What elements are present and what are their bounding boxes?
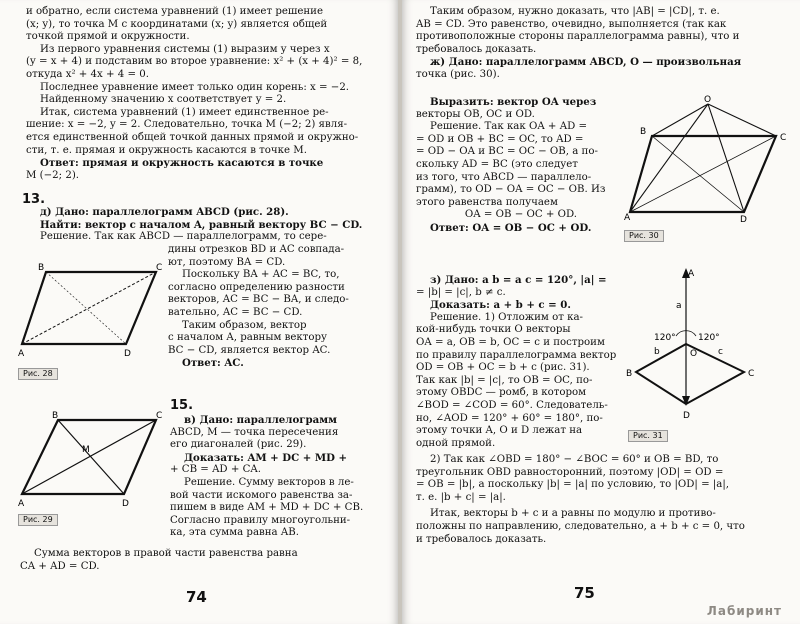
right-page	[402, 0, 800, 624]
problem-13-top	[40, 206, 378, 244]
text-line: = OD и OB + BC = OC, то AD =	[416, 133, 584, 145]
text-line: 2) Так как ∠OBD = 180° − ∠BOC = 60° и OB = BD, то	[430, 454, 719, 465]
figure-30	[624, 94, 794, 222]
problem-13-right	[168, 244, 378, 370]
text-line: но, ∠AOD = 120° + 60° = 180°, по-	[416, 412, 603, 424]
vector-oa	[630, 104, 708, 212]
label-d: D	[124, 349, 131, 359]
text-line: по правилу параллелограмма вектор	[416, 349, 617, 361]
text-line: Последнее уравнение имеет только один корень: x = −2.	[40, 81, 350, 93]
text-line: положны по направлению, следовательно, a + b + c = 0, что	[416, 520, 745, 532]
text-line: вой части искомого равенства за-	[170, 489, 353, 501]
text-line: кой-нибудь точки O векторы	[416, 324, 571, 336]
text-line: одной прямой.	[416, 437, 496, 449]
text-line: вательно, AC = BC − CD.	[168, 306, 303, 318]
problem-z-bottom	[416, 454, 788, 546]
text-line: т. е. |b + c| = |a|.	[416, 491, 506, 503]
label-m: M	[82, 445, 90, 455]
text-line: Найденному значению x соответствует y = 2.	[40, 94, 287, 106]
text-line: векторов, AC = BC − BA, и следо-	[168, 294, 349, 306]
text-line: с началом A, равным вектору	[168, 332, 328, 344]
text-line: (x; y), то точка M с координатами (x; y) является общей	[26, 18, 328, 30]
diagonal-bd	[58, 420, 124, 494]
figure-29	[16, 406, 166, 510]
label-a-vec: a	[676, 301, 682, 311]
figure-28-caption: Рис. 28	[18, 368, 58, 380]
label-c: C	[748, 369, 755, 379]
label-o: O	[704, 95, 712, 105]
label-angle-right: 120°	[698, 333, 720, 343]
text-line: противоположные стороны параллелограмма равны), что и	[416, 31, 740, 43]
label-c: C	[780, 133, 787, 143]
label-b: B	[38, 263, 45, 273]
figure-29-caption: Рис. 29	[18, 514, 58, 526]
page-number-right: 75	[574, 584, 595, 602]
label-d: D	[740, 215, 747, 222]
text-line: в) Дано: параллелограмм	[184, 414, 337, 426]
text-line: Итак, система уравнений (1) имеет единственное ре-	[40, 106, 329, 118]
answer-line: Ответ: AC.	[182, 357, 244, 370]
text-line: Так как |b| = |c|, то OB = OC, по-	[416, 374, 593, 386]
text-line: ют, поэтому BA = CD.	[168, 256, 286, 268]
problem-15-right	[170, 414, 378, 540]
label-b: B	[626, 369, 633, 379]
text-line: Доказать: a + b + c = 0.	[430, 299, 571, 312]
text-line: сти, т. е. прямая и окружность касаются в точке M.	[26, 144, 307, 156]
text-line: Из первого уравнения системы (1) выразим y через x	[40, 43, 330, 55]
text-line: шение: x = −2, y = 2. Следовательно, точка M (−2; 2) явля-	[26, 119, 348, 131]
figure-31	[626, 266, 786, 428]
label-c: C	[156, 263, 163, 273]
problem-15-number: 15.	[170, 398, 194, 413]
label-b: B	[52, 411, 59, 421]
problem-zh-left	[416, 96, 626, 235]
text-line: Решение. Так как OA + AD =	[430, 121, 588, 133]
diagonal-ac	[22, 420, 156, 494]
text-line: (y = x + 4) и подставим во второе уравнение: x² + (x + 4)² = 8,	[26, 56, 363, 68]
text-line: Доказать: AM + DC + MD +	[184, 451, 348, 464]
text-line: ∠BOD = ∠COD = 60°. Следователь-	[416, 399, 608, 411]
problem-13-number: 13.	[22, 192, 46, 207]
label-a: A	[18, 349, 25, 359]
label-a: A	[18, 499, 25, 509]
text-line: этого равенства получаем	[416, 196, 558, 208]
text-line: Сумма векторов в правой части равенства равна	[34, 548, 298, 559]
label-b-vec: b	[654, 347, 660, 357]
text-line: Выразить: вектор OA через	[430, 96, 597, 108]
label-angle-left: 120°	[654, 333, 676, 343]
label-c-vec: c	[718, 347, 723, 357]
figure-30-caption: Рис. 30	[624, 230, 664, 242]
text-line: скольку AD = BC (это следует	[416, 158, 578, 170]
text-line: OA = a, OB = b, OC = c и построим	[416, 336, 605, 348]
text-line: Найти: вектор с началом A, равный вектору BC − CD.	[40, 218, 363, 231]
text-line: = OB = |b|, а поскольку |b| = |a| по условию, то |OD| = |a|,	[416, 479, 730, 491]
text-line: BC − CD, является вектор AC.	[168, 344, 331, 356]
text-line: Итак, векторы b + c и a равны по модулю и противо-	[430, 508, 716, 520]
text-line: Решение. Так как ABCD — параллелограмм, то сере-	[40, 231, 327, 243]
answer-line: Ответ: OA = OB − OC + OD.	[430, 221, 592, 234]
text-line: согласно определению разности	[168, 281, 345, 293]
label-d: D	[122, 499, 129, 509]
text-line: AB = CD. Это равенство, очевидно, выполняется (так как	[416, 18, 727, 30]
page-number-left: 74	[186, 588, 207, 606]
label-c: C	[156, 411, 163, 421]
text-line: + CB = AD + CA.	[170, 464, 261, 476]
vector-od	[708, 104, 744, 212]
text-line: векторы OB, OC и OD.	[416, 108, 535, 120]
vector-oc	[708, 104, 776, 136]
text-line: пишем в виде AM + MD + DC + CB.	[170, 502, 364, 514]
text-line: точкой прямой и окружности.	[26, 31, 190, 43]
problem-z-left	[416, 274, 626, 450]
text-line: Таким образом, нужно доказать, что |AB| = |CD|, т. е.	[430, 6, 720, 17]
text-line: ка, эта сумма равна AB.	[170, 527, 299, 539]
text-line: грамм), то OD − OA = OC − OB. Из	[416, 184, 606, 196]
label-d: D	[683, 411, 690, 421]
diagonal-bd	[652, 136, 744, 212]
text-line: дины отрезков BD и AC совпада-	[168, 244, 345, 255]
right-top	[416, 6, 786, 82]
text-line: откуда x² + 4x + 4 = 0.	[26, 68, 150, 80]
text-line: Решение. 1) Отложим от ка-	[430, 311, 583, 323]
text-line: OA = OB − OC + OD.	[464, 209, 578, 221]
text-line: и обратно, если система уравнений (1) имеет решение	[26, 6, 323, 17]
text-line: з) Дано: a b = a c = 120°, |a| =	[430, 274, 607, 286]
text-line: из того, что ABCD — параллело-	[416, 171, 592, 183]
text-line: CA + AD = CD.	[20, 560, 100, 572]
text-line: ж) Дано: параллелограмм ABCD, O — произвольная	[430, 56, 742, 69]
text-line: этому OBDC — ромб, в котором	[416, 387, 587, 399]
text-line: Решение. Сумму векторов в ле-	[184, 476, 354, 488]
left-page	[0, 0, 398, 624]
text-line: = |b| = |c|, b ≠ c.	[416, 286, 506, 298]
left-intro	[26, 6, 378, 182]
label-b: B	[640, 127, 647, 137]
answer-line: Ответ: прямая и окружность касаются в точке	[40, 157, 324, 170]
watermark: Лабиринт	[706, 604, 782, 618]
text-line: OD = OB + OC = b + c (рис. 31).	[416, 362, 590, 374]
label-o: O	[690, 349, 698, 359]
text-line: M (−2; 2).	[26, 169, 80, 181]
text-line: его диагоналей (рис. 29).	[170, 439, 307, 451]
text-line: ABCD, M — точка пересечения	[170, 426, 339, 438]
text-line: ется единственной общей точкой данных прямой и окружно-	[26, 131, 359, 143]
text-line: Поскольку BA + AC = BC, то,	[182, 269, 340, 281]
text-line: точка (рис. 30).	[416, 68, 500, 80]
text-line: и требовалось доказать.	[416, 533, 547, 545]
vector-ob	[652, 104, 708, 136]
figure-31-caption: Рис. 31	[628, 430, 668, 442]
label-a: A	[624, 213, 631, 222]
diagonal-bd	[46, 272, 126, 344]
text-line: требовалось доказать.	[416, 43, 537, 55]
text-line: д) Дано: параллелограмм ABCD (рис. 28).	[40, 206, 289, 218]
label-a: A	[688, 269, 695, 279]
figure-28	[16, 258, 166, 366]
text-line: = OD − OA и BC = OC − OB, а по-	[416, 146, 598, 158]
text-line: этому точки A, O и D лежат на	[416, 425, 583, 437]
diagonal-ac	[630, 136, 776, 212]
text-line: Согласно правилу многоугольни-	[170, 514, 351, 526]
arrowhead	[682, 396, 690, 406]
text-line: треугольник OBD равносторонний, поэтому |OD| = OD =	[416, 466, 724, 478]
problem-15-bottom	[20, 548, 378, 573]
text-line: Таким образом, вектор	[182, 319, 307, 331]
